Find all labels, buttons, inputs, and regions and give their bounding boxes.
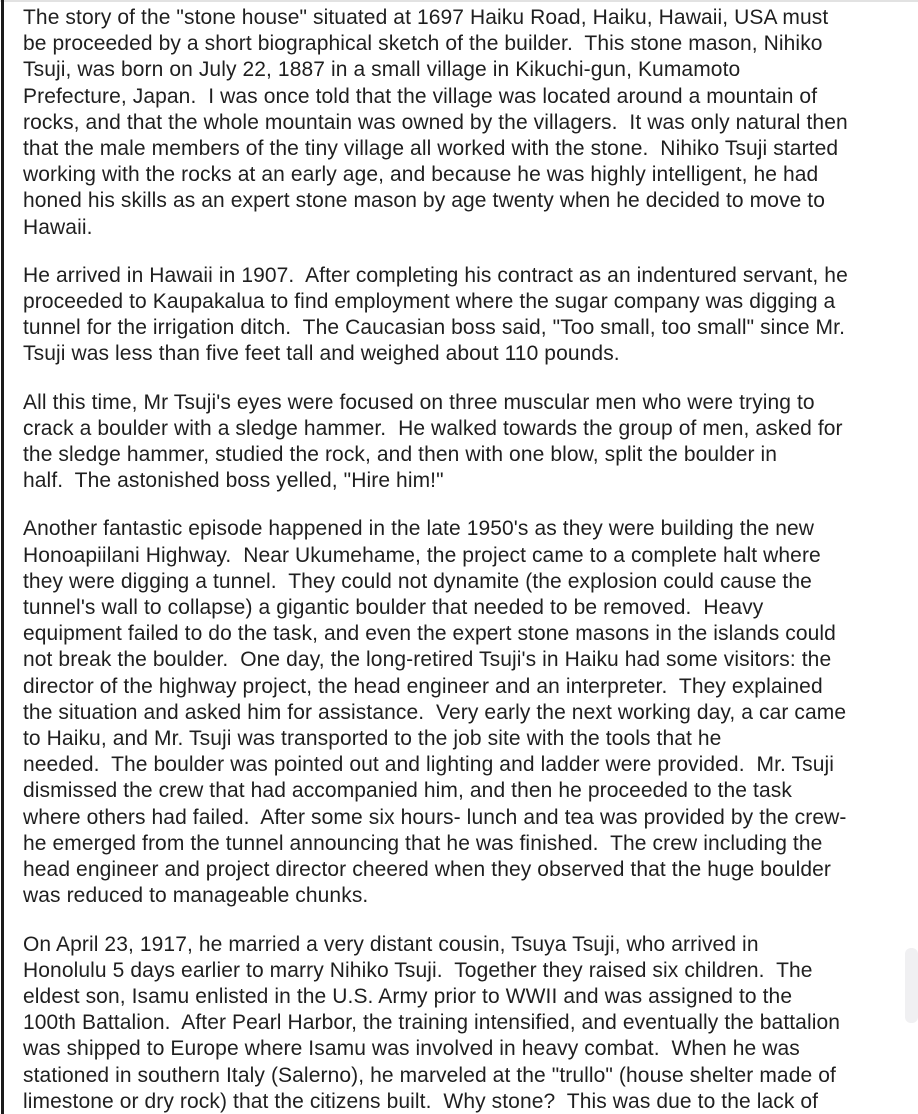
- text-line: 100th Battalion. After Pearl Harbor, the training intensified, and eventually the battalion: [23, 1011, 841, 1035]
- text-line: working with the rocks at an early age, and because he was highly intelligent, he had: [23, 163, 819, 187]
- text-line: dismissed the crew that had accompanied him, and then he proceeded to the task: [23, 779, 792, 803]
- text-line: Honoapiilani Highway. Near Ukumehame, the project came to a complete halt where: [23, 543, 821, 567]
- text-line: half. The astonished boss yelled, "Hire him!": [23, 469, 444, 493]
- scrollbar-thumb[interactable]: [905, 948, 918, 1023]
- text-line: tunnel for the irrigation ditch. The Caucasian boss said, "Too small, too small" since Mr.: [23, 316, 845, 340]
- text-line: the sledge hammer, studied the rock, and then with one blow, split the boulder in: [23, 443, 778, 467]
- text-line: was reduced to manageable chunks.: [23, 884, 369, 908]
- text-line: Hawaii.: [23, 215, 93, 239]
- paragraph: [23, 932, 903, 1114]
- text-line: Prefecture, Japan. I was once told that the village was located around a mountain of: [23, 84, 818, 108]
- document-body: [23, 5, 903, 1114]
- text-line: that the male members of the tiny village all worked with the stone. Nihiko Tsuji started: [23, 137, 839, 161]
- text-line: The story of the "stone house" situated at 1697 Haiku Road, Haiku, Hawaii, USA must: [23, 6, 829, 29]
- text-line: honed his skills as an expert stone mason by age twenty when he decided to move to: [23, 189, 826, 213]
- text-line: limestone or dry rock) that the citizens built. Why stone? This was due to the lack of: [23, 1089, 819, 1113]
- paragraph: [23, 5, 903, 241]
- text-line: Honolulu 5 days earlier to marry Nihiko Tsuji. Together they raised six children. The: [23, 958, 813, 982]
- text-line: All this time, Mr Tsuji's eyes were focused on three muscular men who were trying to: [23, 390, 815, 414]
- text-line: head engineer and project director cheered when they observed that the huge boulder: [23, 858, 832, 882]
- text-line: Tsuji was less than five feet tall and weighed about 110 pounds.: [23, 342, 620, 366]
- text-line: not break the boulder. One day, the long-retired Tsuji's in Haiku had some visitors: the: [23, 648, 832, 672]
- text-line: rocks, and that the whole mountain was owned by the villagers. It was only natural then: [23, 110, 848, 134]
- page-left-edge: [1, 0, 4, 1114]
- text-line: crack a boulder with a sledge hammer. He walked towards the group of men, asked for: [23, 416, 843, 440]
- paragraph: [23, 263, 903, 368]
- text-line: the situation and asked him for assistance. Very early the next working day, a car came: [23, 700, 847, 724]
- text-line: director of the highway project, the head engineer and an interpreter. They explained: [23, 674, 823, 698]
- text-line: be proceeded by a short biographical sketch of the builder. This stone mason, Nihiko: [23, 32, 823, 56]
- text-line: Another fantastic episode happened in the late 1950's as they were building the new: [23, 517, 815, 541]
- text-line: He arrived in Hawaii in 1907. After completing his contract as an indentured servant, he: [23, 263, 848, 287]
- text-line: equipment failed to do the task, and even the expert stone masons in the islands could: [23, 622, 836, 646]
- text-line: eldest son, Isamu enlisted in the U.S. Army prior to WWII and was assigned to the: [23, 984, 793, 1008]
- paragraph: [23, 390, 903, 495]
- text-line: he emerged from the tunnel announcing that he was finished. The crew including the: [23, 831, 823, 855]
- page-top-edge: [0, 0, 918, 2]
- text-line: stationed in southern Italy (Salerno), he marveled at the "trullo" (house shelter made of: [23, 1063, 836, 1087]
- text-line: Tsuji, was born on July 22, 1887 in a small village in Kikuchi-gun, Kumamoto: [23, 58, 741, 82]
- text-line: they were digging a tunnel. They could not dynamite (the explosion could cause the: [23, 569, 812, 593]
- text-line: proceeded to Kaupakalua to find employment where the sugar company was digging a: [23, 290, 836, 314]
- paragraph: [23, 516, 903, 909]
- text-line: was shipped to Europe where Isamu was involved in heavy combat. When he was: [23, 1037, 800, 1061]
- text-line: On April 23, 1917, he married a very distant cousin, Tsuya Tsuji, who arrived in: [23, 932, 759, 956]
- text-line: where others had failed. After some six hours- lunch and tea was provided by the crew-: [23, 805, 847, 829]
- text-line: to Haiku, and Mr. Tsuji was transported to the job site with the tools that he: [23, 727, 722, 751]
- text-line: needed. The boulder was pointed out and lighting and ladder were provided. Mr. Tsuji: [23, 753, 835, 777]
- text-line: tunnel's wall to collapse) a gigantic boulder that needed to be removed. Heavy: [23, 596, 764, 620]
